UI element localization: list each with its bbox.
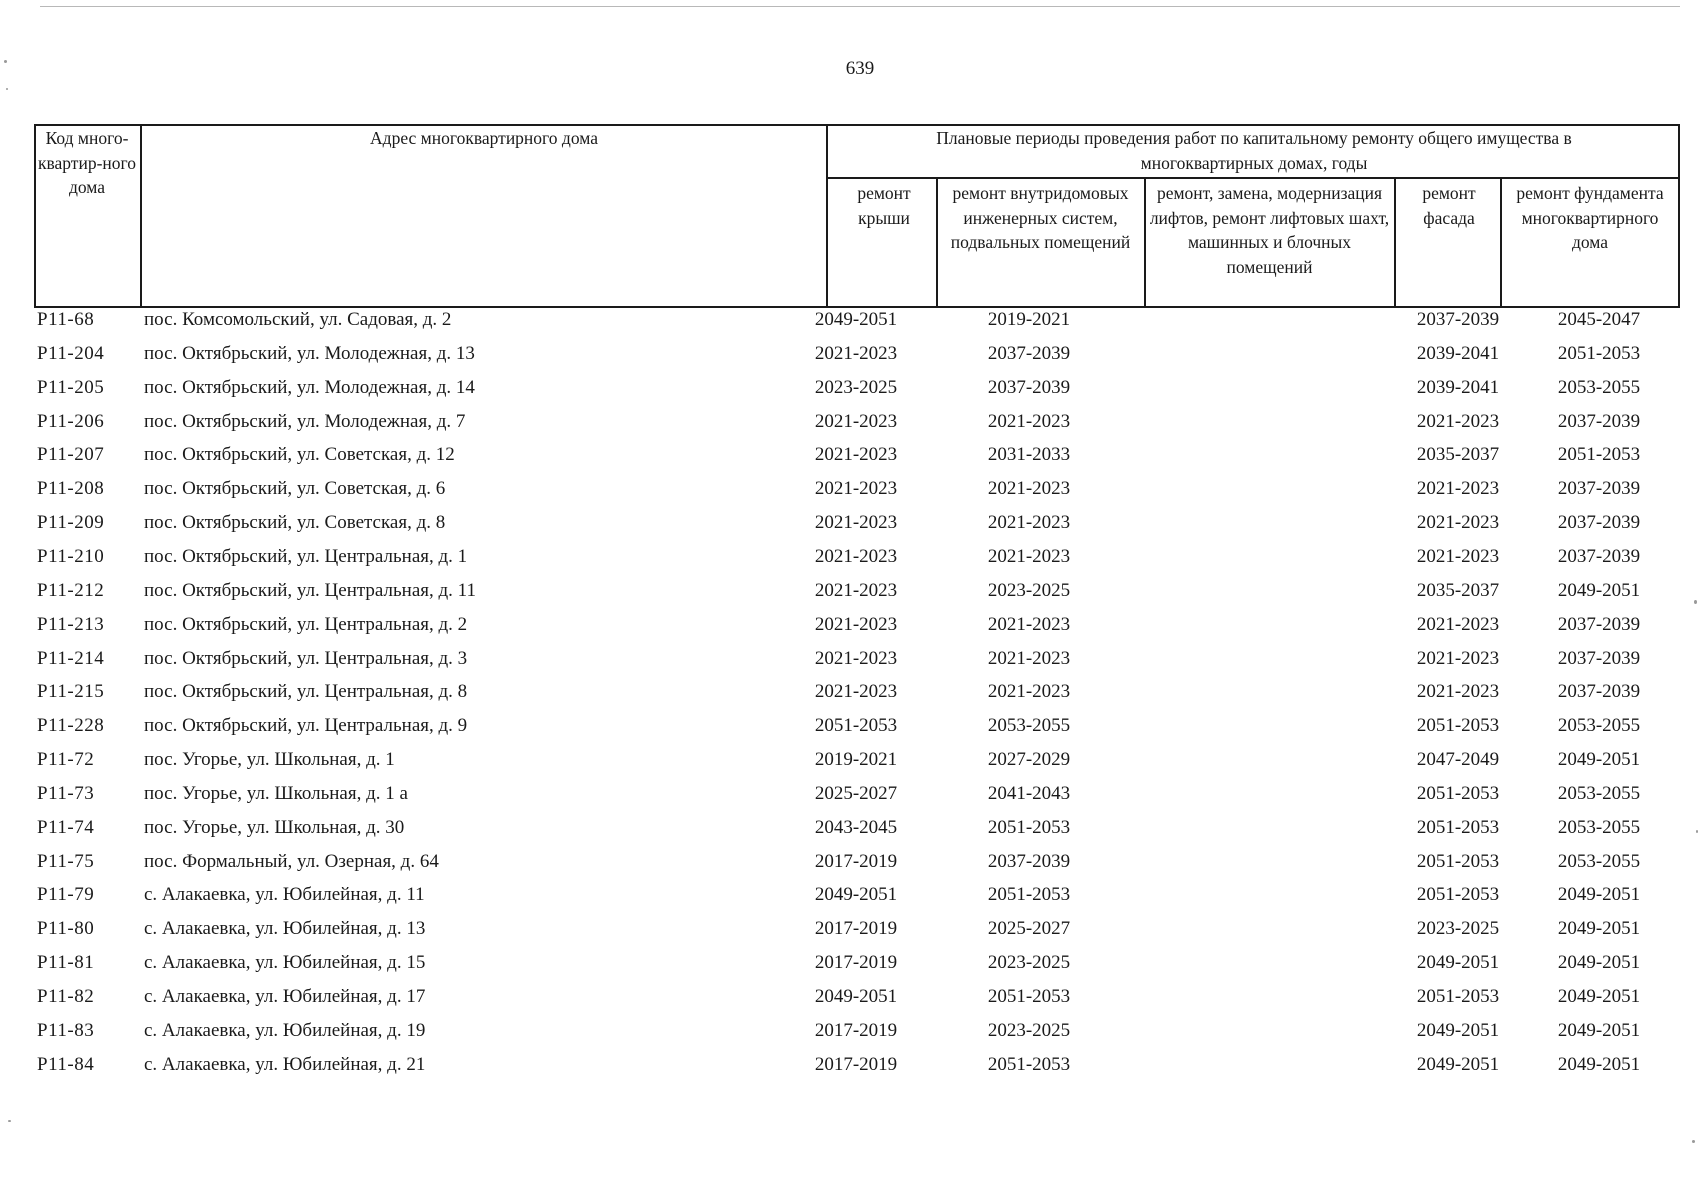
row-address: с. Алакаевка, ул. Юбилейная, д. 17 — [144, 986, 426, 1007]
table-row — [34, 1019, 1680, 1053]
row-facade-period: 2021-2023 — [1416, 478, 1500, 500]
row-roof-period: 2025-2027 — [814, 782, 898, 804]
row-address: с. Алакаевка, ул. Юбилейная, д. 19 — [144, 1019, 426, 1041]
row-roof-period: 2049-2051 — [814, 309, 898, 330]
row-roof-period: 2017-2019 — [814, 850, 898, 872]
row-roof-period: 2017-2019 — [814, 918, 898, 940]
row-address: пос. Октябрьский, ул. Центральная, д. 11 — [144, 579, 476, 601]
row-roof-period: 2049-2051 — [814, 884, 898, 906]
row-engineering-period: 2037-2039 — [987, 850, 1071, 872]
row-address: пос. Формальный, ул. Озерная, д. 64 — [144, 850, 439, 872]
table-row — [34, 816, 1680, 850]
table-row — [34, 714, 1680, 748]
row-foundation-period: 2051-2053 — [1557, 342, 1641, 364]
scan-speck — [1694, 600, 1697, 604]
row-address: пос. Угорье, ул. Школьная, д. 30 — [144, 816, 405, 838]
row-foundation-period: 2053-2055 — [1557, 782, 1641, 804]
row-roof-period: 2017-2019 — [814, 1053, 898, 1075]
header-facade: ремонт фасада — [1422, 183, 1476, 228]
row-engineering-period: 2021-2023 — [987, 647, 1071, 669]
row-facade-period: 2039-2041 — [1416, 342, 1500, 364]
row-engineering-period: 2051-2053 — [987, 986, 1071, 1007]
row-code: Р11-210 — [37, 545, 105, 567]
row-code: Р11-204 — [37, 342, 105, 364]
row-engineering-period: 2021-2023 — [987, 681, 1071, 703]
row-roof-period: 2021-2023 — [814, 545, 898, 567]
row-code: Р11-214 — [37, 647, 105, 669]
row-engineering-period: 2037-2039 — [987, 342, 1071, 364]
row-code: Р11-209 — [37, 512, 105, 534]
row-engineering-period: 2023-2025 — [987, 952, 1071, 974]
row-code: Р11-83 — [37, 1019, 95, 1041]
scan-speck — [6, 88, 8, 90]
header-address: Адрес многоквартирного дома — [370, 128, 598, 148]
header-divider-address — [826, 124, 828, 308]
table-row — [34, 342, 1680, 376]
row-engineering-period: 2051-2053 — [987, 884, 1071, 906]
row-address: пос. Угорье, ул. Школьная, д. 1 — [144, 749, 395, 771]
header-border-right — [1678, 124, 1680, 308]
header-divider-engineering — [1144, 177, 1146, 308]
row-code: Р11-72 — [37, 749, 95, 771]
row-engineering-period: 2021-2023 — [987, 410, 1071, 432]
row-address: пос. Октябрьский, ул. Молодежная, д. 13 — [144, 342, 475, 364]
row-foundation-period: 2049-2051 — [1557, 952, 1641, 974]
row-roof-period: 2021-2023 — [814, 342, 898, 364]
row-foundation-period: 2037-2039 — [1557, 512, 1641, 534]
row-facade-period: 2051-2053 — [1416, 816, 1500, 838]
table-row — [34, 883, 1680, 917]
row-facade-period: 2051-2053 — [1416, 884, 1500, 906]
row-foundation-period: 2037-2039 — [1557, 478, 1641, 500]
row-facade-period: 2051-2053 — [1416, 850, 1500, 872]
row-code: Р11-73 — [37, 782, 95, 804]
header-divider-code — [140, 124, 142, 308]
table-row — [34, 850, 1680, 884]
header-foundation: ремонт фундамента многоквартирного дома — [1516, 183, 1664, 252]
table-row — [34, 545, 1680, 579]
table-header — [34, 124, 1680, 308]
row-foundation-period: 2037-2039 — [1557, 545, 1641, 567]
table-row — [34, 376, 1680, 410]
row-facade-period: 2049-2051 — [1416, 1019, 1500, 1041]
row-foundation-period: 2049-2051 — [1557, 749, 1641, 771]
row-code: Р11-208 — [37, 478, 105, 500]
header-divider-lifts — [1394, 177, 1396, 308]
row-roof-period: 2019-2021 — [814, 749, 898, 771]
row-foundation-period: 2051-2053 — [1557, 444, 1641, 466]
row-code: Р11-228 — [37, 715, 105, 737]
table-row — [34, 443, 1680, 477]
table-row — [34, 917, 1680, 951]
row-address: пос. Октябрьский, ул. Центральная, д. 9 — [144, 715, 468, 737]
row-roof-period: 2043-2045 — [814, 816, 898, 838]
table-row — [34, 579, 1680, 613]
row-facade-period: 2021-2023 — [1416, 512, 1500, 534]
table-row — [34, 410, 1680, 444]
row-address: пос. Октябрьский, ул. Центральная, д. 1 — [144, 545, 468, 567]
row-roof-period: 2021-2023 — [814, 613, 898, 635]
table-row — [34, 1053, 1680, 1087]
row-facade-period: 2049-2051 — [1416, 952, 1500, 974]
row-engineering-period: 2037-2039 — [987, 376, 1071, 398]
scan-speck — [1692, 1140, 1695, 1143]
table-row — [34, 613, 1680, 647]
table-row — [34, 308, 1680, 342]
row-foundation-period: 2049-2051 — [1557, 1053, 1641, 1075]
table-row — [34, 748, 1680, 782]
row-facade-period: 2021-2023 — [1416, 681, 1500, 703]
row-engineering-period: 2021-2023 — [987, 545, 1071, 567]
row-address: пос. Октябрьский, ул. Молодежная, д. 14 — [144, 376, 475, 398]
row-engineering-period: 2041-2043 — [987, 782, 1071, 804]
row-address: с. Алакаевка, ул. Юбилейная, д. 11 — [144, 884, 425, 906]
row-code: Р11-80 — [37, 918, 95, 940]
row-facade-period: 2039-2041 — [1416, 376, 1500, 398]
row-engineering-period: 2021-2023 — [987, 512, 1071, 534]
row-engineering-period: 2019-2021 — [987, 309, 1071, 330]
row-code: Р11-205 — [37, 376, 105, 398]
row-foundation-period: 2037-2039 — [1557, 647, 1641, 669]
row-address: пос. Угорье, ул. Школьная, д. 1 а — [144, 782, 408, 804]
row-foundation-period: 2053-2055 — [1557, 816, 1641, 838]
row-engineering-period: 2023-2025 — [987, 1019, 1071, 1041]
scan-speck — [1696, 830, 1698, 833]
header-divider-group — [826, 177, 1678, 179]
row-facade-period: 2051-2053 — [1416, 986, 1500, 1007]
row-foundation-period: 2037-2039 — [1557, 410, 1641, 432]
row-facade-period: 2021-2023 — [1416, 410, 1500, 432]
row-roof-period: 2017-2019 — [814, 1019, 898, 1041]
header-engineering: ремонт внутридомовых инженерных систем, подвальных помещений — [950, 183, 1131, 252]
row-foundation-period: 2049-2051 — [1557, 884, 1641, 906]
row-code: Р11-207 — [37, 444, 105, 466]
row-foundation-period: 2037-2039 — [1557, 613, 1641, 635]
row-engineering-period: 2031-2033 — [987, 444, 1071, 466]
row-foundation-period: 2053-2055 — [1557, 376, 1641, 398]
row-code: Р11-212 — [37, 579, 105, 601]
header-lifts: ремонт, замена, модернизация лифтов, ремонт лифтовых шахт, машинных и блочных помещений — [1149, 183, 1390, 277]
top-rule — [40, 6, 1680, 7]
row-facade-period: 2023-2025 — [1416, 918, 1500, 940]
row-roof-period: 2021-2023 — [814, 512, 898, 534]
table-row — [34, 477, 1680, 511]
row-roof-period: 2021-2023 — [814, 647, 898, 669]
header-code: Код много-квартир-ного дома — [37, 128, 137, 197]
table-row — [34, 782, 1680, 816]
row-engineering-period: 2027-2029 — [987, 749, 1071, 771]
row-facade-period: 2021-2023 — [1416, 545, 1500, 567]
row-facade-period: 2035-2037 — [1416, 579, 1500, 601]
row-engineering-period: 2023-2025 — [987, 579, 1071, 601]
table-row — [34, 680, 1680, 714]
row-engineering-period: 2021-2023 — [987, 478, 1071, 500]
row-address: пос. Октябрьский, ул. Центральная, д. 8 — [144, 681, 468, 703]
row-code: Р11-75 — [37, 850, 95, 872]
row-address: пос. Октябрьский, ул. Центральная, д. 3 — [144, 647, 468, 669]
row-foundation-period: 2049-2051 — [1557, 986, 1641, 1007]
row-foundation-period: 2053-2055 — [1557, 850, 1641, 872]
row-foundation-period: 2045-2047 — [1557, 309, 1641, 330]
header-roof: ремонт крыши — [857, 183, 911, 228]
row-address: пос. Октябрьский, ул. Советская, д. 12 — [144, 444, 455, 466]
row-facade-period: 2021-2023 — [1416, 647, 1500, 669]
row-foundation-period: 2053-2055 — [1557, 715, 1641, 737]
row-engineering-period: 2051-2053 — [987, 816, 1071, 838]
row-facade-period: 2051-2053 — [1416, 715, 1500, 737]
row-roof-period: 2017-2019 — [814, 952, 898, 974]
row-code: Р11-82 — [37, 986, 95, 1007]
row-code: Р11-74 — [37, 816, 95, 838]
row-code: Р11-206 — [37, 410, 105, 432]
row-address: пос. Октябрьский, ул. Молодежная, д. 7 — [144, 410, 466, 432]
row-foundation-period: 2049-2051 — [1557, 579, 1641, 601]
row-roof-period: 2023-2025 — [814, 376, 898, 398]
header-periods-group: Плановые периоды проведения работ по капитальному ремонту общего имущества в многоквартирных домах, годы — [936, 128, 1572, 173]
row-engineering-period: 2021-2023 — [987, 613, 1071, 635]
row-engineering-period: 2051-2053 — [987, 1053, 1071, 1075]
scan-speck — [8, 1120, 11, 1122]
table-row — [34, 985, 1680, 1019]
row-roof-period: 2021-2023 — [814, 579, 898, 601]
row-code: Р11-81 — [37, 952, 95, 974]
row-roof-period: 2049-2051 — [814, 986, 898, 1007]
table-row — [34, 511, 1680, 545]
row-roof-period: 2021-2023 — [814, 410, 898, 432]
row-address: пос. Октябрьский, ул. Советская, д. 8 — [144, 512, 446, 534]
row-code: Р11-213 — [37, 613, 105, 635]
row-foundation-period: 2049-2051 — [1557, 1019, 1641, 1041]
row-address: пос. Октябрьский, ул. Центральная, д. 2 — [144, 613, 468, 635]
row-engineering-period: 2025-2027 — [987, 918, 1071, 940]
row-code: Р11-84 — [37, 1053, 95, 1075]
row-code: Р11-68 — [37, 309, 95, 330]
page-number: 639 — [845, 58, 875, 79]
row-address: с. Алакаевка, ул. Юбилейная, д. 13 — [144, 918, 426, 940]
row-address: с. Алакаевка, ул. Юбилейная, д. 21 — [144, 1053, 426, 1075]
row-roof-period: 2051-2053 — [814, 715, 898, 737]
row-address: пос. Комсомольский, ул. Садовая, д. 2 — [144, 309, 452, 330]
row-foundation-period: 2049-2051 — [1557, 918, 1641, 940]
row-facade-period: 2051-2053 — [1416, 782, 1500, 804]
row-roof-period: 2021-2023 — [814, 681, 898, 703]
row-code: Р11-79 — [37, 884, 95, 906]
row-roof-period: 2021-2023 — [814, 444, 898, 466]
row-facade-period: 2021-2023 — [1416, 613, 1500, 635]
table-row — [34, 951, 1680, 985]
scan-speck — [4, 60, 7, 63]
row-facade-period: 2049-2051 — [1416, 1053, 1500, 1075]
row-code: Р11-215 — [37, 681, 105, 703]
row-foundation-period: 2037-2039 — [1557, 681, 1641, 703]
row-address: пос. Октябрьский, ул. Советская, д. 6 — [144, 478, 446, 500]
row-facade-period: 2047-2049 — [1416, 749, 1500, 771]
row-roof-period: 2021-2023 — [814, 478, 898, 500]
row-facade-period: 2037-2039 — [1416, 309, 1500, 330]
table-row — [34, 647, 1680, 681]
row-engineering-period: 2053-2055 — [987, 715, 1071, 737]
row-address: с. Алакаевка, ул. Юбилейная, д. 15 — [144, 952, 426, 974]
row-facade-period: 2035-2037 — [1416, 444, 1500, 466]
